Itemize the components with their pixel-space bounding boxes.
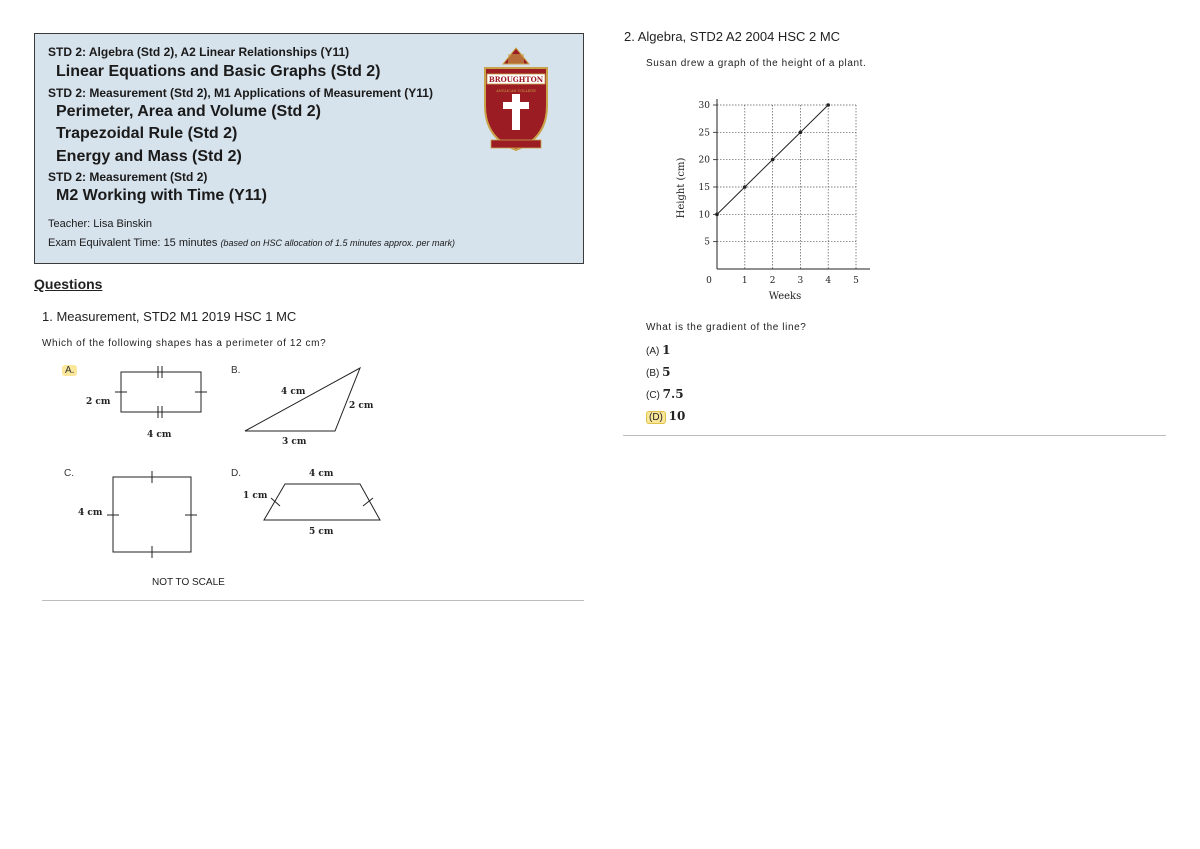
data-point-3 <box>799 131 803 135</box>
teacher-name: Lisa Binskin <box>93 218 152 230</box>
exam-time-label: Exam Equivalent Time: <box>48 237 161 249</box>
y-tick-label-5: 5 <box>704 237 710 248</box>
y-tick-label-15: 15 <box>698 183 710 193</box>
not-to-scale-note: NOT TO SCALE <box>152 577 225 588</box>
teacher-label: Teacher: <box>48 218 91 230</box>
chart-y-axis-label: Height (cm) <box>676 157 687 219</box>
option-c-label[interactable]: C. <box>64 468 74 479</box>
plant-height-chart <box>668 84 880 306</box>
x-tick-label-5: 5 <box>853 276 859 286</box>
shape-a-rectangle <box>86 366 207 440</box>
school-crest-logo <box>481 46 551 156</box>
x-tick-label-2: 2 <box>769 276 776 286</box>
shape-b-bottom-label: 3 cm <box>282 437 307 447</box>
x-tick-label-1: 1 <box>741 276 748 286</box>
shape-d-left-label: 1 cm <box>243 491 268 501</box>
chart-axes <box>713 99 870 269</box>
y-tick-label-20: 20 <box>698 155 710 166</box>
shape-d-bottom-label: 5 cm <box>309 527 334 537</box>
y-tick-label-30: 30 <box>698 101 710 111</box>
option-d-label[interactable]: D. <box>231 468 241 479</box>
exam-time-note: (based on HSC allocation of 1.5 minutes approx. per mark) <box>220 238 456 248</box>
data-point-1 <box>743 185 747 189</box>
teacher-line <box>48 218 152 230</box>
question-1-heading: 1. Measurement, STD2 M1 2019 HSC 1 MC <box>42 309 297 324</box>
y-tick-label-25: 25 <box>698 128 710 139</box>
shape-d-top-label: 4 cm <box>309 469 334 479</box>
option-d-answer[interactable]: (D) 10 <box>646 409 685 423</box>
x-tick-label-0: 0 <box>706 276 712 286</box>
logo-subtext: ANGLICAN COLLEGE <box>496 89 536 93</box>
data-point-0 <box>715 213 719 217</box>
question-2-divider <box>623 435 1166 436</box>
syllabus-line-measurement: STD 2: Measurement (Std 2), M1 Applications of Measurement (Y11) <box>48 86 433 100</box>
topic-working-with-time: M2 Working with Time (Y11) <box>56 187 267 204</box>
question-1-prompt: Which of the following shapes has a perimeter of 12 cm? <box>42 338 327 349</box>
option-b-answer[interactable]: (B) 5 <box>646 365 671 379</box>
exam-time-line <box>48 237 455 249</box>
syllabus-line-measurement-2: STD 2: Measurement (Std 2) <box>48 170 208 184</box>
x-tick-label-4: 4 <box>825 276 832 286</box>
question-2-heading: 2. Algebra, STD2 A2 2004 HSC 2 MC <box>624 29 841 44</box>
shape-b-triangle <box>245 368 374 447</box>
question-2-prompt: Susan drew a graph of the height of a plant. <box>646 58 867 69</box>
data-point-2 <box>771 158 775 162</box>
shape-d-trapezium <box>243 469 380 537</box>
shape-b-right-label: 2 cm <box>349 401 374 411</box>
questions-heading: Questions <box>34 276 103 292</box>
y-tick-label-10: 10 <box>698 210 710 221</box>
shape-c-side-label: 4 cm <box>78 508 103 518</box>
question-2-text: What is the gradient of the line? <box>646 322 807 333</box>
chart-x-axis-label: Weeks <box>768 291 802 302</box>
chart-tick-labels <box>699 101 860 286</box>
question-1-divider <box>42 600 584 601</box>
syllabus-line-algebra: STD 2: Algebra (Std 2), A2 Linear Relationships (Y11) <box>48 45 350 59</box>
chart-grid <box>717 105 856 269</box>
x-tick-label-3: 3 <box>797 276 804 286</box>
topic-header-box <box>34 33 584 264</box>
topic-perimeter-area-volume: Perimeter, Area and Volume (Std 2) <box>56 103 321 120</box>
topic-energy-mass: Energy and Mass (Std 2) <box>56 148 242 165</box>
logo-text: BROUGHTON <box>488 75 544 84</box>
shape-a-bottom-label: 4 cm <box>147 430 172 440</box>
option-a-label[interactable]: A. <box>62 365 77 376</box>
shape-b-top-label: 4 cm <box>281 387 306 397</box>
shapes-diagram <box>40 360 400 570</box>
exam-time-value: 15 minutes <box>163 237 218 249</box>
data-point-4 <box>826 103 830 107</box>
topic-linear-equations: Linear Equations and Basic Graphs (Std 2) <box>56 63 381 80</box>
option-a-answer[interactable]: (A) 1 <box>646 343 671 357</box>
shape-c-square <box>78 471 197 558</box>
topic-trapezoidal-rule: Trapezoidal Rule (Std 2) <box>56 125 238 142</box>
shape-a-side-label: 2 cm <box>86 397 111 407</box>
option-b-label[interactable]: B. <box>231 365 241 376</box>
option-c-answer[interactable]: (C) 7.5 <box>646 387 684 401</box>
